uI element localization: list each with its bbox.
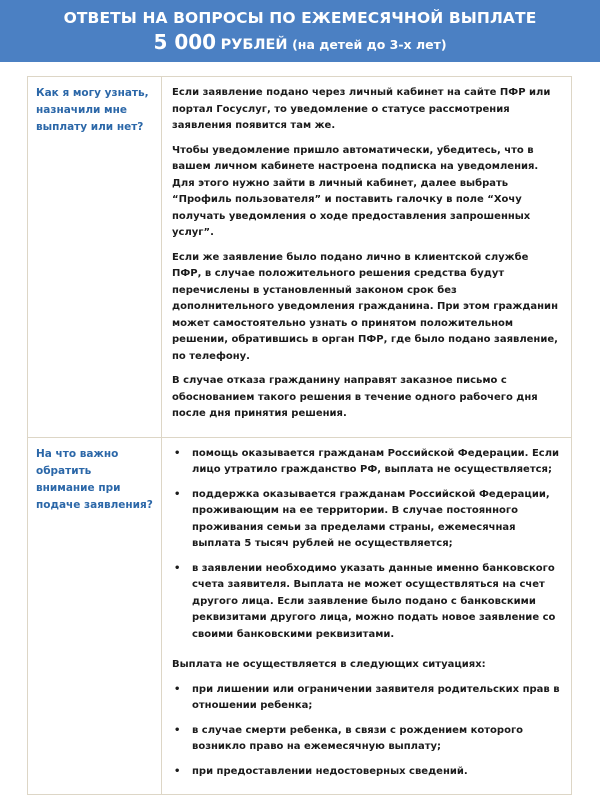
bullet-icon: • bbox=[174, 447, 181, 459]
bullet-icon: • bbox=[174, 562, 181, 574]
list-item bbox=[172, 682, 561, 715]
header-amount: 5 000 bbox=[153, 30, 217, 54]
qa-table bbox=[27, 76, 572, 795]
question-cell bbox=[28, 77, 162, 438]
bullet-icon: • bbox=[174, 765, 181, 777]
header-note: (на детей до 3-х лет) bbox=[292, 37, 447, 52]
list-item bbox=[172, 446, 561, 479]
list-item-text: при лишении или ограничении заявителя родительских прав в отношении ребенка; bbox=[192, 683, 560, 711]
question-text: На что важно обратить внимание при подаче заявления? bbox=[36, 447, 153, 511]
list-item bbox=[172, 764, 561, 781]
answer-paragraph: Если заявление подано через личный кабинет на сайте ПФР или портал Госуслуг, то уведомление о статусе рассмотрения заявления появится там же. bbox=[172, 87, 551, 131]
list-item bbox=[172, 487, 561, 553]
answer-paragraph: Чтобы уведомление пришло автоматически, убедитесь, что в вашем личном кабинете настроена подписка на уведомления. Для этого нужно зайти в личный кабинет, далее выбрать “Профиль пользователя” и поставить галочку в поле “Хочу получать уведомления о ходе предоставления запрошенных услуг”. bbox=[172, 144, 539, 238]
list-item-text: поддержка оказывается гражданам Российской Федерации, проживающим на ее территории. В случае постоянного проживания семьи за пределами страны, ежемесячная выплата 5 тысяч рублей не осуществляется; bbox=[192, 488, 550, 549]
question-text: Как я могу узнать, назначили мне выплату или нет? bbox=[36, 87, 149, 133]
list-item bbox=[172, 561, 561, 644]
list-item-text: в случае смерти ребенка, в связи с рождением которого возникло право на ежемесячную выплату; bbox=[192, 724, 524, 752]
answer-paragraph: В случае отказа гражданину направят заказное письмо с обоснованием такого решения в течение одного рабочего дня после дня принятия решения. bbox=[172, 375, 538, 419]
answer-cell bbox=[162, 77, 572, 438]
question-cell bbox=[28, 437, 162, 795]
list-item bbox=[172, 723, 561, 756]
header-unit: РУБЛЕЙ bbox=[220, 37, 288, 53]
bullet-icon: • bbox=[174, 488, 181, 500]
requirements-list bbox=[172, 446, 561, 644]
list-item-text: помощь оказывается гражданам Российской Федерации. Если лицо утратило гражданство РФ, выплата не осуществляется; bbox=[192, 447, 560, 475]
bullet-icon: • bbox=[174, 724, 181, 736]
bullet-icon: • bbox=[174, 683, 181, 695]
qa-row bbox=[28, 77, 572, 438]
header-subtitle bbox=[0, 29, 600, 59]
list-item-text: в заявлении необходимо указать данные именно банковского счета заявителя. Выплата не может осуществляться на счет другого лица. Если заявление было подано с банковскими реквизитами другого лица, можно подать новое заявление со своими банковскими реквизитами. bbox=[192, 562, 556, 640]
header-title: ОТВЕТЫ НА ВОПРОСЫ ПО ЕЖЕМЕСЯЧНОЙ ВЫПЛАТЕ bbox=[63, 9, 537, 27]
list-item-text: при предоставлении недостоверных сведений. bbox=[192, 765, 468, 777]
qa-row bbox=[28, 437, 572, 795]
answer-paragraph: Если же заявление было подано лично в клиентской службе ПФР, в случае положительного решения средства будут перечислены в установленный законом срок без дополнительного уведомления гражданина. При этом гражданин может самостоятельно узнать о принятом положительном решении, обратившись в орган ПФР, где было подано заявление, по телефону. bbox=[172, 251, 558, 362]
answer-cell bbox=[162, 437, 572, 795]
exclusions-heading: Выплата не осуществляется в следующих ситуациях: bbox=[172, 659, 486, 670]
exclusions-list bbox=[172, 682, 561, 781]
page-header bbox=[0, 0, 600, 62]
